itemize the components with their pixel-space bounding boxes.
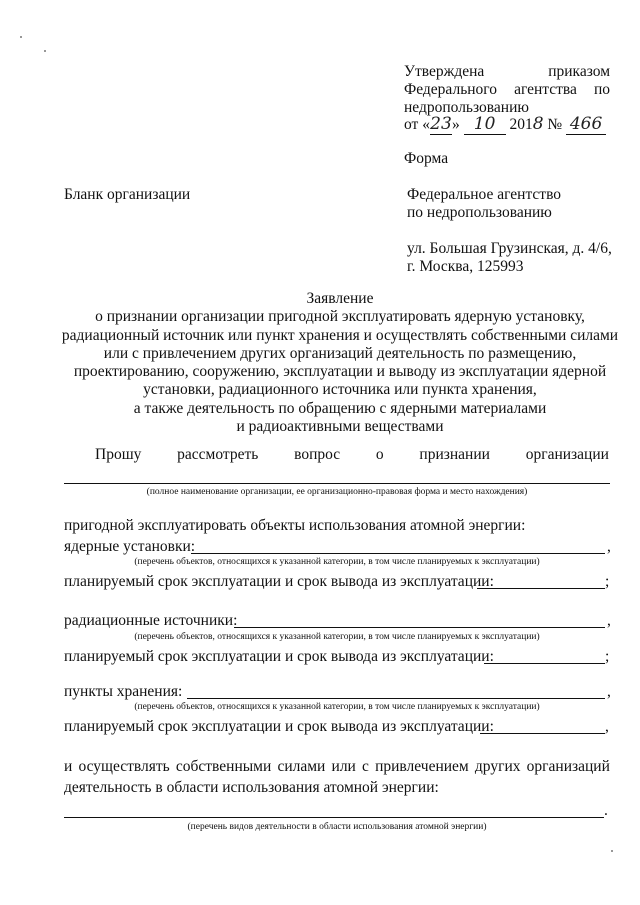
approval-word: Федерального [404,81,498,98]
activity-word: организаций [526,758,610,775]
statement-line: и радиоактивными веществами [236,418,444,436]
date-month: 10 [464,114,506,135]
nuclear-term-field[interactable] [477,588,605,589]
term-label: планируемый срок эксплуатации и срок вывода из эксплуатации: [64,573,494,590]
statement-line: радиационный источник или пункт хранения и осуществлять собственными силами [61,326,619,344]
statement-line: или с привлечением других организаций деятельность по размещению, [103,344,577,362]
date-year-end: 8 [532,114,544,134]
activity-word: с [362,758,369,775]
statement-line: проектированию, сооружению, эксплуатации и выводу из эксплуатации ядерной [73,363,607,381]
activity-line [64,758,610,776]
nuclear-installations-label: ядерные установки: [64,538,196,555]
organization-name-hint: (полное наименование организации, ее организационно-правовая форма и место нахождения) [146,487,528,497]
approval-date-line [404,114,606,135]
term-label: планируемый срок эксплуатации и срок вывода из эксплуатации: [64,648,494,665]
request-word: рассмотреть [177,446,259,463]
request-line [95,446,609,464]
storage-points-label: пункты хранения: [64,683,183,700]
activity-types-field[interactable] [64,817,604,818]
objects-hint: (перечень объектов, относящихся к указанной категории, в том числе планируемых к эксплуатации) [134,632,540,642]
term-label: планируемый срок эксплуатации и срок вывода из эксплуатации: [64,718,494,735]
statement-line: о признании организации пригодной эксплуатировать ядерную установку, [95,308,585,326]
activity-word: других [474,758,521,775]
scan-speck [20,36,22,38]
approval-word: приказом [548,63,610,80]
request-word: признании [419,446,490,463]
radiation-sources-field[interactable] [234,627,605,628]
comma: , [607,538,611,555]
recipient-address: г. Москва, 125993 [407,258,524,275]
radiation-term-field[interactable] [484,663,605,664]
comma: , [607,612,611,629]
activity-word: привлечением [375,758,469,775]
nuclear-installations-field[interactable] [191,553,605,554]
recipient-line: по недропользованию [407,204,552,221]
storage-points-field[interactable] [187,698,605,699]
request-word: вопрос [294,446,341,463]
date-day: 23 [430,114,452,134]
objects-hint: (перечень объектов, относящихся к указанной категории, в том числе планируемых к эксплуатации) [134,702,540,712]
comma: , [605,718,609,735]
activity-types-hint: (перечень видов деятельности в области использования атомной энергии) [187,822,487,832]
activity-word: осуществлять [78,758,170,775]
activity-word: или [331,758,356,775]
radiation-sources-label: радиационные источники: [64,612,238,629]
activity-word: силами [277,758,326,775]
date-prefix: от « [404,116,430,133]
scan-speck [44,50,46,52]
date-year: 201 [509,116,533,133]
fit-line: пригодной эксплуатировать объекты использования атомной энергии: [64,517,526,534]
date-sep: » [451,116,460,133]
period: . [604,802,608,819]
recipient-line: Федеральное агентство [407,186,562,203]
semicolon: ; [605,573,610,590]
organization-blank-label: Бланк организации [64,186,191,203]
request-word: организации [525,446,609,463]
approval-word: Утверждена [404,63,485,80]
statement-title [40,290,640,436]
recipient-address: ул. Большая Грузинская, д. 4/6, [407,240,612,257]
storage-term-field[interactable] [480,733,605,734]
approval-line: недропользованию [404,99,529,116]
approval-word: агентства [514,81,577,98]
statement-line: установки, радиационного источника или пункта хранения, [143,381,537,399]
statement-heading: Заявление [306,290,374,307]
scan-speck [611,850,613,852]
semicolon: ; [605,648,610,665]
order-number: 466 [566,114,606,135]
form-label: Форма [404,150,449,167]
statement-line: а также деятельность по обращению с ядерными материалами [133,399,547,417]
organization-name-field[interactable] [64,483,610,484]
comma: , [607,683,611,700]
objects-hint: (перечень объектов, относящихся к указанной категории, в том числе планируемых к эксплуатации) [134,557,540,567]
request-word: Прошу [95,446,142,463]
activity-line-2: деятельность в области использования атомной энергии: [64,779,439,796]
request-word: о [375,446,384,463]
activity-word: и [64,758,73,775]
number-label: № [547,116,563,133]
approval-word: по [593,81,610,98]
activity-word: собственными [175,758,272,775]
